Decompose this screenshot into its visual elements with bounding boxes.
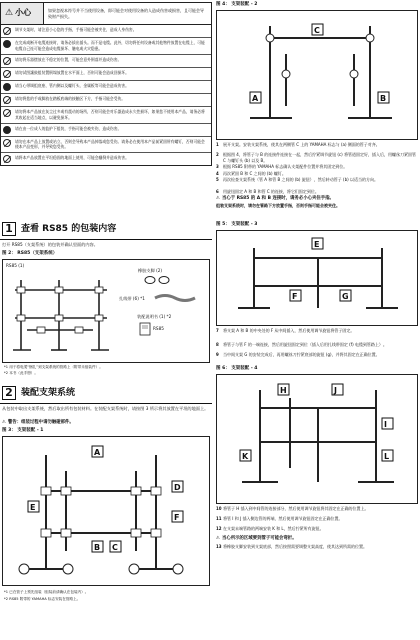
section-title: 装配支架系统: [21, 387, 76, 398]
step-2: 2 根据图 4，将管子与 B 的连接件连接在一起，然后拧紧调节旋钮 (c) 将管道固定好，插入后，用螺丝刀紧固管 C 与螺钉头 (b) 以及 B。: [216, 152, 416, 163]
prohibited-icon: [3, 27, 11, 35]
section-2-warning: ⚠ 警告：组装过程中请勿触碰部件。: [2, 420, 74, 425]
figure-6-label: 图 6： 支架装配 - 4: [216, 366, 258, 371]
caution-title: 小心: [15, 8, 32, 18]
svg-text:F: F: [292, 292, 298, 301]
step-13: 13 将橡胶支脚安装到支架底部，然后按照需要调整支架高度，使其达到所需的位置。: [216, 544, 367, 549]
svg-text:B: B: [94, 543, 101, 552]
svg-text:J: J: [334, 386, 337, 395]
rubber-feet-illustration: [143, 275, 173, 285]
section-divider: [0, 239, 212, 240]
section-1-heading: [2, 222, 116, 236]
warning-triangle-icon: ⚠: [216, 536, 220, 541]
figure-4-label: 图 4： 支架装配 - 2: [216, 2, 258, 7]
caution-rule: 请将本产品放置在平坦稳固的地面上使用，可能会翻倒并造成伤害。: [1, 153, 211, 165]
rs85-manual-name: RS85: [153, 326, 164, 331]
section-title: 查看 RS85 的包装内容: [21, 223, 117, 234]
caution-title-cell: [1, 3, 44, 24]
figure-4-box: [216, 10, 418, 140]
caution-rule: 请勿在本产品上放置或站立，否则会导致本产品掉落或您受伤。请务必在使用本产品前紧固所有螺钉，否则可能会使本产品变形，并导致您受伤。: [1, 137, 211, 154]
step-7: 7 将支架 A 和 B 的中央处的 F 从中间插入，然后使用调节旋钮将管子固定。: [216, 328, 355, 333]
svg-text:K: K: [242, 452, 249, 461]
figure-6-box: [216, 374, 418, 504]
section-2-footnote-1: *1 已在管子上预先组装（组装前请确认在包装内）。: [4, 590, 89, 594]
warning-triangle-icon: ⚠: [2, 420, 6, 425]
prohibited-icon: [3, 155, 11, 163]
manual-illustration: [139, 322, 151, 336]
step-12: 12 在支架末端管路的两端安装 K 和 L，然后拧紧所有旋钮。: [216, 526, 324, 531]
manual-label: 装配说明书 (1) *2: [137, 314, 172, 319]
svg-text:L: L: [384, 452, 390, 461]
rs85-caption: RS85 (1): [6, 263, 25, 268]
svg-text:E: E: [314, 240, 320, 249]
section-1-footnote-1: *1 用于将电缆“捆扎”到支架系统的管路上（附带未组装件）。: [4, 365, 103, 369]
figure-5-box: [216, 230, 418, 326]
prohibited-icon: [3, 57, 11, 65]
step-5: 5 再次检查支架系统（管 A 和管 B 之间的 (b) 旋钮），然后转动管子 (b) 以适当的方向。: [216, 177, 378, 182]
rack-assembly-2-illustration: [220, 14, 416, 138]
right-column: [214, 0, 420, 640]
svg-text:B: B: [380, 94, 387, 103]
section-2-intro: 从包装中取出支架系统，然后取出所有包装材料。在装配支架系统时，请按图 3 所示将其放置在平坦的地面上。: [2, 406, 209, 411]
figure-2-box: [2, 259, 210, 363]
instruction-icon: [3, 126, 11, 134]
prohibited-icon: [3, 139, 11, 147]
warning-triangle-icon: ⚠: [5, 8, 14, 19]
caution-rule: 请勿试图讓鼓组装置倒塌放置在水平面上，否则可能会造成回损坏。: [1, 68, 211, 81]
step-11: 11 将管 I 和 J 插入侧边管的两端，然后使用调节旋钮固定在正确位置。: [216, 516, 343, 521]
section-2-heading: [2, 386, 75, 400]
prohibited-icon: [3, 70, 11, 78]
section-1-intro: 打开 RS85（支架系统）的包装并确认里面的内容。: [2, 242, 98, 247]
instruction-icon: [3, 83, 11, 91]
caution-rule: 请当心带调组底座、管内侧以及螺钉头、金属板等可能会造成伤害。: [1, 81, 211, 94]
svg-text:E: E: [30, 503, 36, 512]
figure-3-label: 图 3： 支架装配 - 1: [2, 428, 44, 433]
step-6: 6 用旋钮固定 A 和 B 和管 C 的连接，将它们固定到位。: [216, 189, 319, 194]
step-4: 4 再次紧固 B 和 C 之间的 (b) 螺钉。: [216, 171, 286, 176]
instruction-icon: [3, 40, 11, 48]
caution-description: 如果忽视本符号并不当使用设备，即可能会对使用设备的人造成伤害或损害，且可能会导致财产损失。: [47, 7, 204, 19]
svg-text:A: A: [94, 448, 101, 457]
prohibited-icon: [3, 109, 11, 117]
caution-header: [0, 2, 212, 24]
prohibited-icon: [3, 96, 11, 104]
svg-text:F: F: [174, 513, 180, 522]
caution-rule: 请在由一位成人的监护下组装，手指可能会被夹伤，造成伤害。: [1, 124, 211, 137]
caution-rule: 请勿将乐器摆放在不稳定的位置，可能会意外倒落并造成伤害。: [1, 55, 211, 68]
rack-assembly-3-illustration: [220, 234, 416, 324]
caution-rule: 在完成或断开电缆连接时，请务必拔出插头。而不是电缆。此外，切勿将任何设备或其他物件放置在电缆上，可能电缆自己连可能会造成电缆损坏、触电或火灾隐患。: [1, 38, 211, 55]
svg-text:G: G: [342, 292, 349, 301]
caution-rule: 调节支架时，请注意小心您的手指，手指可能会被夹住，造成人身伤害。: [1, 25, 211, 38]
right-warning-1: ⚠ 当心于 RS85 的 A 和 B 连接时，请务必小心夹住手指。: [216, 196, 334, 201]
svg-text:H: H: [280, 386, 287, 395]
right-note-1: 组装支架系统时，请勿在管路下方放置手指，否则手指可能会被夹住。: [216, 203, 340, 208]
warning-triangle-icon: ⚠: [216, 196, 220, 201]
step-3: 3 根据 RS85 附带的 YAMAHA 标志确认支架配件位置并将其固定到位。: [216, 164, 348, 169]
svg-text:C: C: [314, 26, 320, 35]
section-2-footnote-2: *2 RS85 附带的 YAMAHA 标志安装在管路上。: [4, 597, 81, 601]
section-1-footnote-2: *2 本书（此手册）。: [4, 371, 38, 375]
section-divider: [0, 403, 212, 404]
svg-text:A: A: [252, 94, 259, 103]
section-number: 2: [2, 386, 16, 400]
figure-5-label: 图 5： 支架装配 - 3: [216, 222, 258, 227]
cable-tie-illustration: [153, 292, 197, 304]
step-10: 10 将管子 H 插入到中间管的连接部分，然后使用调节旋钮将其固定在正确的位置上。: [216, 506, 369, 511]
section-number: 1: [2, 222, 16, 236]
caution-rules-list: [0, 24, 212, 166]
cable-ties-label: 扎线带 (6) *1: [119, 296, 145, 301]
rack-assembly-4-illustration: [220, 378, 416, 502]
caution-rule: 请勿将您的手或脚放在踏板底端的接触区下方，手指可能会受伤。: [1, 94, 211, 107]
caution-rule: 请勿将本产品放在灰尘过多或有震动的场所，否则可能会对乐器造成永久性损坏，如果您不使用本产品，请务必将其收起在适当地点，以避免损坏。: [1, 107, 211, 124]
svg-text:D: D: [174, 483, 181, 492]
rs85-rack-illustration: [7, 270, 117, 360]
svg-text:C: C: [112, 543, 118, 552]
figure-3-box: [2, 436, 210, 586]
rubber-feet-label: 橡胶支脚 (2): [138, 268, 163, 273]
step-1: 1 展开支架。安装支架系统，使其在两侧管 C 上的 YAMAHA 标志与 (a) 侧面的管子对齐。: [216, 142, 380, 147]
svg-text:I: I: [384, 420, 387, 429]
figure-2-label: 图 2： RS85（支架系统）: [2, 251, 58, 256]
step-8: 8 将管子与管 F 的一端连接，然后用旋钮固定到位（插入后用扎线带固定 (f) 电缆到管路上）。: [216, 342, 387, 347]
right-warning-2: ⚠ 当心所示的区域要到管子可能会弯折。: [216, 536, 297, 541]
step-9: 9 当中间支架 G 的安装完成后，再用螺丝刀拧紧底部的旋钮 (g)，并将其固定在正确位置。: [216, 352, 380, 357]
rack-assembly-1-illustration: [6, 441, 206, 583]
